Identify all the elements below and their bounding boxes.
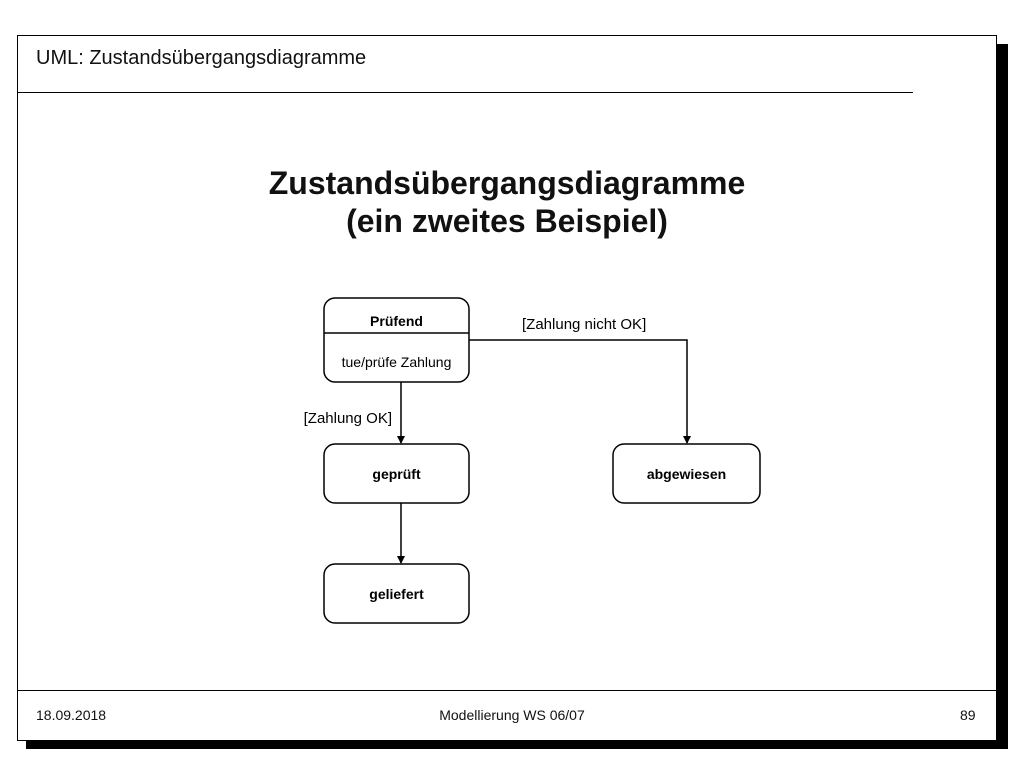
state-pruefend-activity: tue/prüfe Zahlung	[341, 354, 452, 370]
footer-date: 18.09.2018	[36, 707, 107, 723]
main-title-line1: Zustandsübergangsdiagramme	[268, 165, 746, 201]
transition-pruefend-to-abgewiesen	[469, 340, 687, 443]
state-geliefert-name: geliefert	[369, 586, 424, 602]
state-geliefert	[324, 564, 469, 623]
footer-page-number: 89	[960, 707, 976, 723]
slide-header-title: UML: Zustandsübergangsdiagramme	[36, 47, 367, 69]
state-abgewiesen	[613, 444, 760, 503]
state-pruefend	[324, 298, 469, 382]
state-geprueft-name: geprüft	[372, 466, 421, 482]
state-geprueft	[324, 444, 469, 503]
state-abgewiesen-name: abgewiesen	[646, 466, 727, 482]
main-title-line2: (ein zweites Beispiel)	[346, 203, 668, 239]
guard-zahlung-ok: [Zahlung OK]	[303, 410, 392, 427]
footer-course: Modellierung WS 06/07	[439, 707, 585, 723]
footer-divider	[18, 690, 996, 691]
guard-zahlung-nicht-ok: [Zahlung nicht OK]	[522, 316, 647, 333]
state-pruefend-name: Prüfend	[370, 313, 423, 329]
